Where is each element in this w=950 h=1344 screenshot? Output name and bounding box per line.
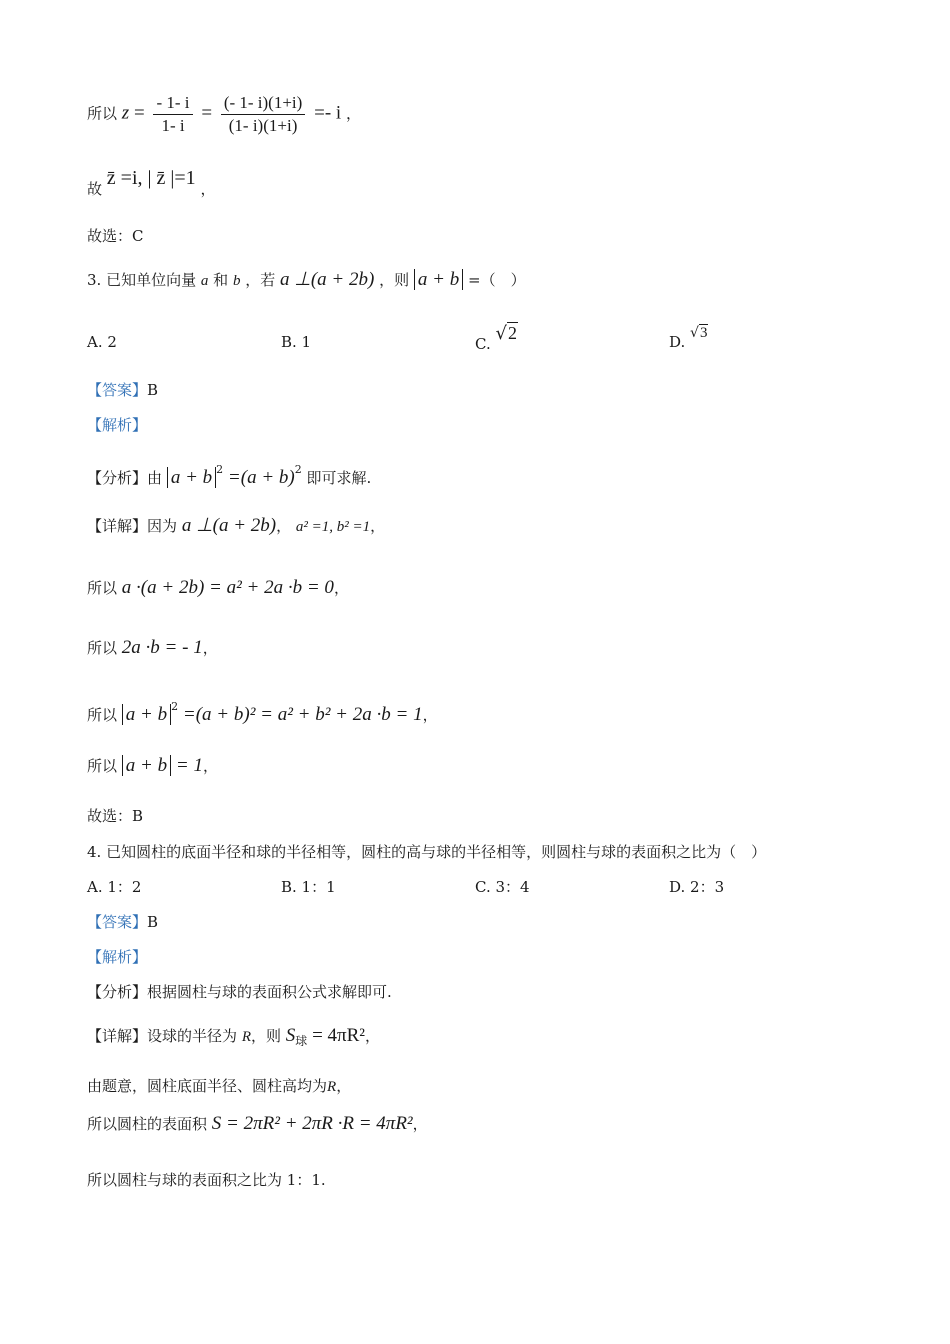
text-prefix: 所以 <box>87 639 118 657</box>
q3-option-a: A. 2 <box>87 333 117 351</box>
punct: ， <box>333 579 349 597</box>
q3-detail <box>87 516 385 537</box>
math-step: 2a ·b = - 1 <box>121 637 203 658</box>
sup: 2 <box>171 700 179 713</box>
text-prefix: 所以 <box>87 579 118 597</box>
q3-option-b: B. 1 <box>281 333 312 351</box>
math-abs: a + b <box>167 467 216 488</box>
q4-analysis-tag: 【解析】 <box>87 948 148 966</box>
q2-choice: 故选：C <box>87 227 144 245</box>
q4-stem: 4. 已知圆柱的底面半径和球的半径相等，圆柱的高与球的半径相等，则圆柱与球的表面积之比为（ ） <box>87 843 767 861</box>
punct: ， <box>202 639 218 657</box>
text-prefix: 所以 <box>87 706 118 724</box>
math-unit: a² =1, b² =1 <box>295 519 371 535</box>
math-area: = 4πR² <box>312 1025 366 1046</box>
stem-text: 3. 已知单位向量 <box>87 271 197 289</box>
var-a: a <box>200 273 209 289</box>
detail-tag: 【详解】 <box>87 1027 148 1045</box>
math-expr: =(a + b) <box>227 467 295 488</box>
sqrt-value: 3 <box>699 325 708 341</box>
stem-text: ，若 <box>245 271 276 289</box>
q3-answer <box>87 380 158 400</box>
stem-text: 和 <box>213 271 229 289</box>
text: 由题意，圆柱底面半径、圆柱高均为 <box>87 1077 328 1095</box>
math-condition: a ⊥(a + 2b) <box>280 269 375 290</box>
q4-detail <box>87 1026 380 1051</box>
q3-analysis-tag: 【解析】 <box>87 416 148 434</box>
var-R: R <box>327 1079 337 1095</box>
math-abs: a + b <box>122 704 171 725</box>
q4-fenxi <box>87 982 392 1002</box>
sup: 2 <box>216 463 224 476</box>
fenxi-tag: 【分析】 <box>87 469 148 487</box>
punct: ， <box>200 180 216 198</box>
q4-line4: 所以圆柱与球的表面积之比为 1：1. <box>87 1171 326 1189</box>
math-z: z <box>121 102 130 124</box>
text-prefix: 所以 <box>87 104 118 123</box>
detail-tag: 【详解】 <box>87 517 148 535</box>
answer-tag: 【答案】 <box>87 381 148 399</box>
punct: ， <box>365 1027 381 1045</box>
fenxi-tag: 【分析】 <box>87 983 148 1001</box>
fraction-2 <box>221 92 306 137</box>
text: 所以圆柱的表面积 <box>87 1115 208 1133</box>
q4-line2 <box>87 1076 351 1097</box>
sqrt-icon: √ <box>690 325 699 341</box>
stem-text: =（ ） <box>468 271 526 289</box>
math-abs: a + b <box>414 269 463 290</box>
q4-option-c: C. 3：4 <box>475 878 530 896</box>
punct: ， <box>370 517 386 535</box>
q3-step1 <box>87 578 349 598</box>
stem-text: ，则 <box>379 271 410 289</box>
math-step: a ·(a + 2b) = a² + 2a ·b = 0 <box>121 577 334 598</box>
option-label: C. <box>475 335 491 353</box>
math-sub: 球 <box>295 1034 308 1048</box>
q4-answer <box>87 912 158 932</box>
math-perp: a ⊥(a + 2b) <box>181 515 277 536</box>
math-step: =(a + b)² = a² + b² + 2a ·b = 1 <box>182 704 423 725</box>
text-prefix: 所以 <box>87 757 118 775</box>
math-eq2: = <box>201 102 213 124</box>
option-label: D. <box>669 333 686 351</box>
punct: ， <box>202 757 218 775</box>
text: 由 <box>147 469 163 487</box>
q4-option-d: D. 2：3 <box>669 878 725 896</box>
fraction-1-num: - 1- i <box>153 92 192 115</box>
answer-value: B <box>147 913 159 931</box>
var-R: R <box>241 1029 251 1045</box>
punct: ， <box>276 517 292 535</box>
fraction-2-num: (- 1- i)(1+i) <box>221 92 306 115</box>
q3-step2 <box>87 638 218 658</box>
sqrt-value: 2 <box>507 323 517 343</box>
q3-stem <box>87 270 526 291</box>
math-eq: = <box>133 102 145 124</box>
q3-step4 <box>87 756 218 776</box>
text-prefix: 故 <box>87 180 103 198</box>
punct: ， <box>412 1115 428 1133</box>
fraction-1-den: 1- i <box>161 116 185 135</box>
q3-final: 故选：B <box>87 807 144 825</box>
q3-fenxi <box>87 460 371 488</box>
q4-option-a: A. 1：2 <box>87 878 142 896</box>
text: ，则 <box>250 1027 281 1045</box>
var-b: b <box>232 273 241 289</box>
fraction-1 <box>153 92 192 137</box>
punct: ， <box>345 104 361 123</box>
math-step: = 1 <box>175 755 203 776</box>
q2-line-conj <box>87 167 216 198</box>
answer-tag: 【答案】 <box>87 913 148 931</box>
q2-line-z <box>87 92 361 137</box>
math-abs: a + b <box>122 755 171 776</box>
math-conj: z̄ =i, | z̄ |=1 <box>106 167 196 189</box>
math-area: S = 2πR² + 2πR ·R = 4πR² <box>211 1113 413 1134</box>
text: 设球的半径为 <box>147 1027 238 1045</box>
sqrt-icon: √ <box>495 323 507 344</box>
answer-value: B <box>147 381 159 399</box>
fraction-2-den: (1- i)(1+i) <box>228 116 298 135</box>
text: 根据圆柱与球的表面积公式求解即可. <box>147 983 392 1001</box>
q3-option-c <box>475 323 518 353</box>
q3-step3 <box>87 697 438 725</box>
text: 因为 <box>147 517 178 535</box>
sup: 2 <box>294 463 302 476</box>
punct: ， <box>422 706 438 724</box>
q4-option-b: B. 1：1 <box>281 878 336 896</box>
math-result: =- i <box>314 102 342 124</box>
q3-option-d <box>669 323 708 351</box>
q4-line3 <box>87 1114 428 1134</box>
text: 即可求解. <box>306 469 372 487</box>
math-S: S <box>285 1025 296 1046</box>
punct: ， <box>336 1077 352 1095</box>
